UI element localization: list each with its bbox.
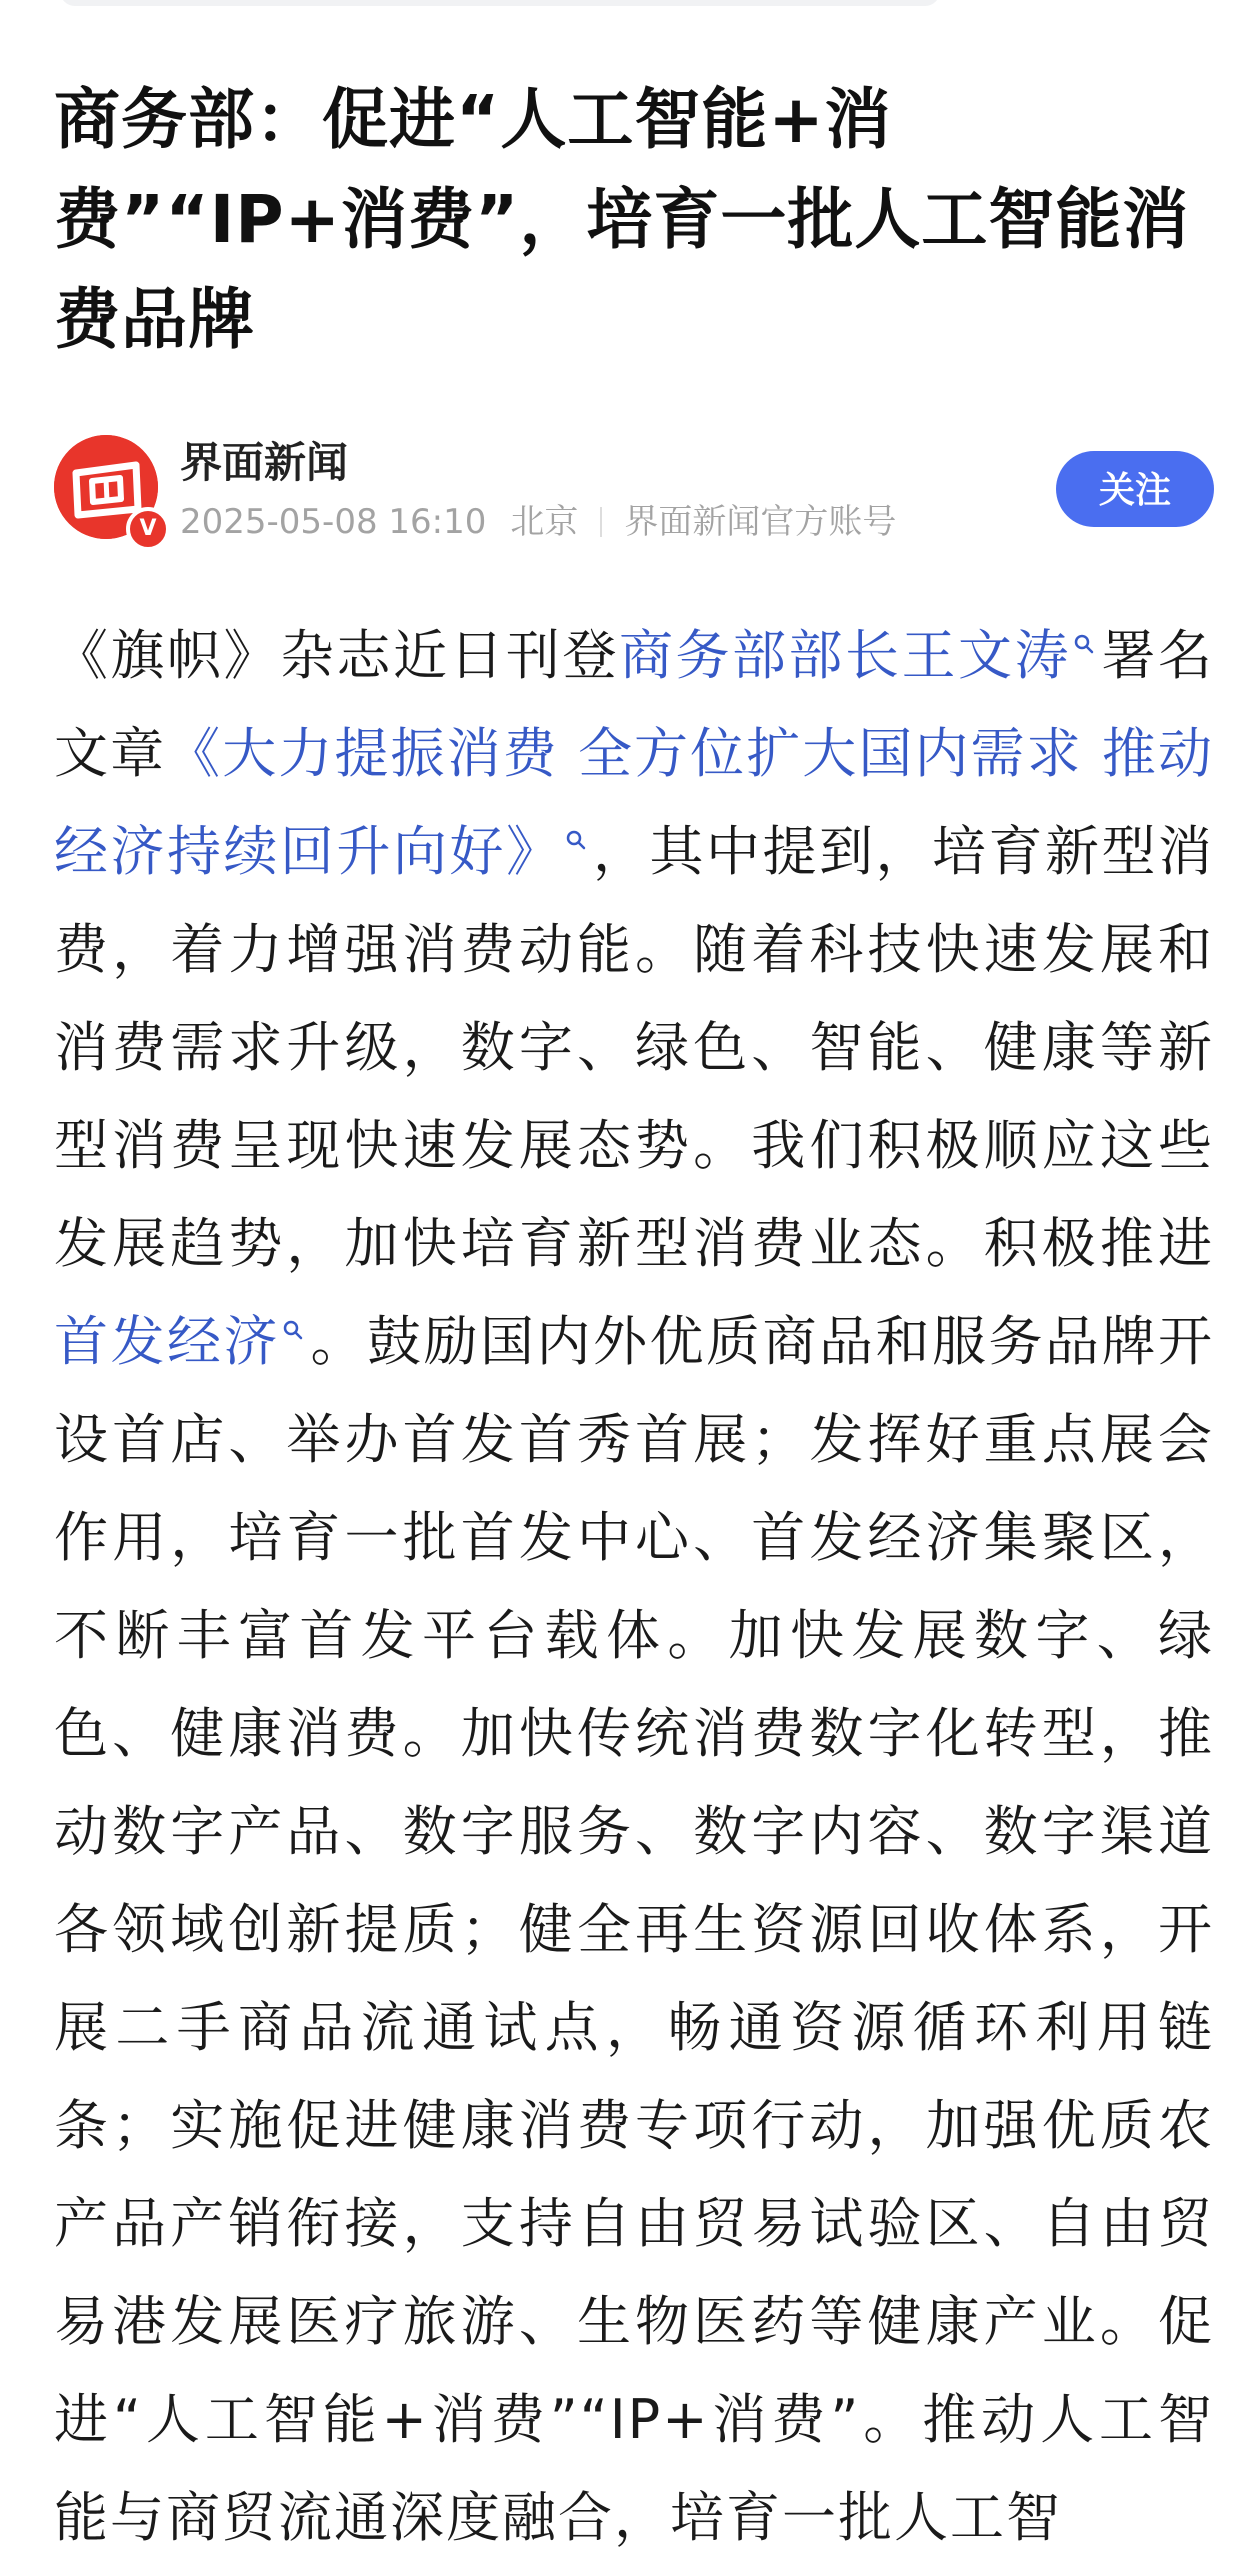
search-icon[interactable] <box>282 1319 304 1341</box>
article-meta <box>180 499 896 545</box>
follow-button[interactable]: 关注 <box>1056 451 1214 527</box>
body-text-4: 。鼓励国内外优质商品和服务品牌开设首店、举办首发首秀首展；发挥好重点展会作用，培育一批首发中心、首发经济集聚区，不断丰富首发平台载体。加快发展数字、绿色、健康消费。加快传统消费数字化转型，推动数字产品、数字服务、数字内容、数字渠道各领域创新提质；健全再生资源回收体系，开展二手商品流通试点，畅通资源循环利用链条；实施促进健康消费专项行动，加强优质农产品产销衔接，支持自由贸易试验区、自由贸易港发展医疗旅游、生物医药等健康产业。促进“人工智能+消费”“IP+消费”。推动人工智能与商贸流通深度融合，培育一批人工智 <box>54 1310 1214 2549</box>
article-title: 商务部：促进“人工智能+消费”“IP+消费”，培育一批人工智能消费品牌 <box>54 81 1190 358</box>
search-icon[interactable] <box>1073 633 1095 655</box>
author-avatar[interactable] <box>54 435 158 539</box>
account-type: 界面新闻官方账号 <box>624 502 897 542</box>
author-name[interactable]: 界面新闻 <box>180 438 349 487</box>
author-row <box>54 435 1214 547</box>
link-first-launch-economy[interactable]: 首发经济 <box>54 1310 280 1373</box>
body-text-3: ，其中提到，培育新型消费，着力增强消费动能。随着科技快速发展和消费需求升级，数字、绿色、智能、健康等新型消费呈现快速发展态势。我们积极顺应这些发展趋势，加快培育新型消费业态。积极推进 <box>54 820 1214 1275</box>
body-text-1: 《旗帜》杂志近日刊登 <box>54 624 619 687</box>
publish-location: 北京 <box>510 502 579 542</box>
link-wang-wentao[interactable]: 商务部部长王文涛 <box>619 624 1071 687</box>
article-body <box>54 607 1214 2567</box>
search-icon[interactable] <box>565 829 587 851</box>
link-article-title[interactable]: 《大力提振消费 全方位扩大国内需求 推动经济持续回升向好》 <box>54 722 1214 883</box>
verified-v-icon: V <box>126 507 170 551</box>
search-bar-remnant <box>60 0 940 6</box>
article <box>54 70 1214 2567</box>
meta-divider <box>600 507 602 537</box>
body-text-2: 署名文章 <box>54 624 1214 785</box>
publish-date: 2025-05-08 16:10 <box>180 502 487 542</box>
